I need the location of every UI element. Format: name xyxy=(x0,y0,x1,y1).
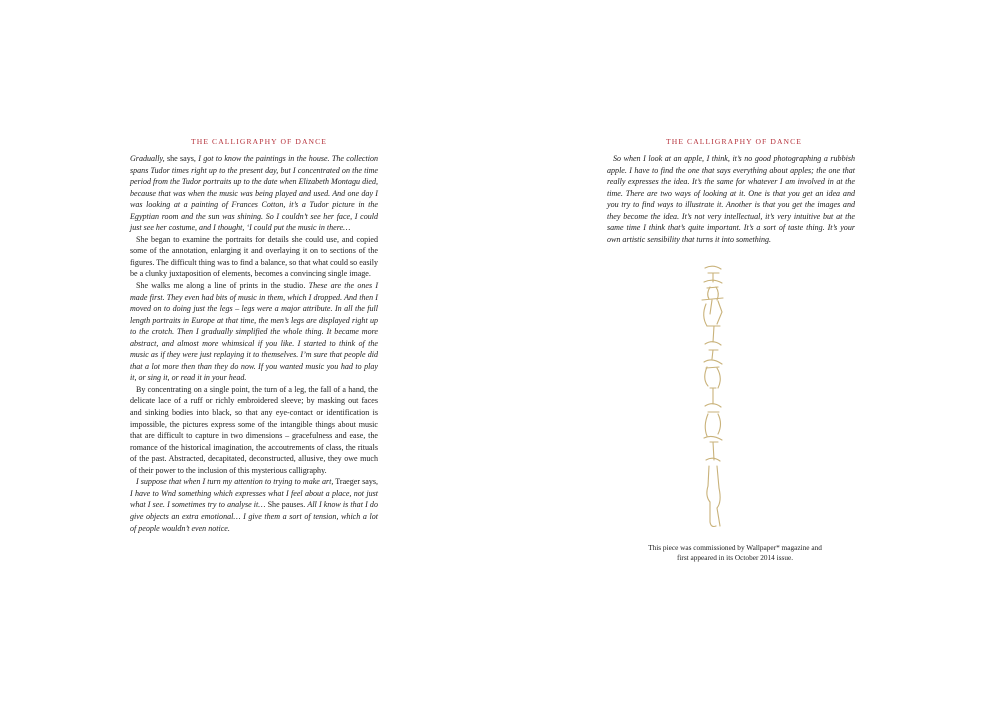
text-run: She walks me along a line of prints in the studio. xyxy=(136,281,309,291)
running-head: THE CALLIGRAPHY OF DANCE xyxy=(191,137,328,146)
text-run: I have to Wnd something which expresses what I feel about a place, not just what I see. I sometimes try to analyse it… xyxy=(130,488,378,510)
credit-note xyxy=(620,543,850,564)
text-run: She pauses. xyxy=(265,500,308,510)
paragraph xyxy=(130,280,378,384)
paragraph: So when I look at an apple, I think, it’s no good photographing a rubbish apple. I have to find the one that says everything about apples; the one that really expresses the idea. It’s the same for whatever I am involved in at the time. There are two ways of looking at it. One is that you get an idea and you try to find ways to illustrate it. Another is that you get the images and they become the idea. It’s not very intellectual, it’s very intuitive but at the same time I think that’s quite important. It’s a sort of taste thing. It’s your own artistic sensibility that turns it into something. xyxy=(607,154,855,244)
text-run: I got to know the paintings in the house. The collection spans Tudor times right up to the present day, but I concentrated on the time period from the Tudor portraits up to the date when Elizabeth Montagu died, because that was when the music was being played and used. And one day I was looking at a painting of Frances Cotton, it’s a Tudor picture in the Egyptian room and the sun was shining. So I couldn’t see her face, I could just see her costume, and I thought, ‘I could put the music in there… xyxy=(130,154,378,233)
credit-line: first appeared in its October 2014 issue. xyxy=(676,553,794,563)
text-run: All I know is that I do give objects an extra emotional… I give them a sort of tension, which a lot of people wouldn’t even notice. xyxy=(130,500,378,533)
paragraph: She began to examine the portraits for details she could use, and copied some of the annotation, enlarging it and overlaying it on to sections of the figures. The difficult thing was to find a balance, so that what could so easily be a clunky juxtaposition of elements, becomes a convincing single image. xyxy=(130,234,378,279)
paragraph xyxy=(130,153,378,234)
text-run: Gradually, xyxy=(130,154,165,163)
text-run: I suppose that when I turn my attention to trying to make art, xyxy=(136,477,334,487)
credit-line: This piece was commissioned by Wallpaper* magazine and xyxy=(648,543,822,552)
gold-calligraphy-figure-icon xyxy=(696,264,730,532)
text-run: she says, xyxy=(164,154,199,163)
text-run: These are the ones I made first. They even had bits of music in them, which I dropped. And then I moved on to doing just the legs – legs were a major attribute. In all the full length portraits in Europe at that time, the men’s legs are displayed right up to the crotch. Then I gradually simplified the whole thing. It became more abstract, and almost more whimsical if you like. I started to think of the music as if they were just replaying it to themselves. I’m sure that people did that a lot more then than they do now. If you wanted music you had to play it, or sing it, or read it in your head. xyxy=(130,281,378,383)
body-text-column xyxy=(130,153,378,534)
right-page xyxy=(500,0,1000,707)
paragraph xyxy=(130,476,378,534)
paragraph: By concentrating on a single point, the turn of a leg, the fall of a hand, the delicate lace of a ruff or richly embroidered sleeve; by masking out faces and sinking bodies into black, so that any eye-contact or identification is impossible, the pictures express some of the intangible things about music that are difficult to capture in two dimensions – gracefulness and ease, the romance of the historical imagination, the accoutrements of class, the rituals of the past. Abstracted, decapitated, deconstructed, allusive, they owe much of their power to the inclusion of this mysterious calligraphy. xyxy=(130,384,378,475)
body-text-column xyxy=(607,153,855,245)
text-run: Traeger says, xyxy=(333,477,378,487)
running-head: THE CALLIGRAPHY OF DANCE xyxy=(666,137,803,146)
